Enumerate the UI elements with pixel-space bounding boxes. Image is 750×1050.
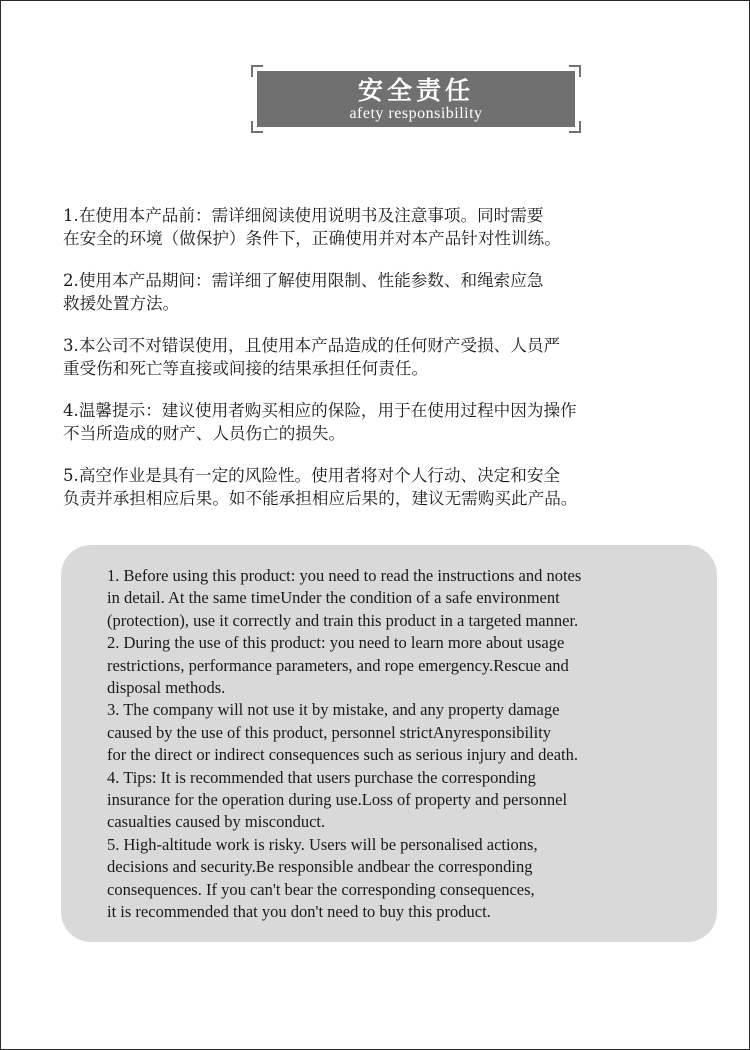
english-terms-text [107,565,707,924]
chinese-paragraph-3 [63,334,723,380]
english-line: caused by the use of this product, personnel strictAnyresponsibility [107,722,552,742]
english-line: insurance for the operation during use.Loss of property and personnel [107,790,568,810]
chinese-paragraph-4 [63,399,723,445]
paragraph-line: 重受伤和死亡等直接或间接的结果承担任何责任。 [63,359,429,378]
english-line: 4. Tips: It is recommended that users purchase the corresponding [107,767,536,787]
paragraph-line: 不当所造成的财产、人员伤亡的损失。 [63,424,346,443]
section-subtitle: afety responsibility [349,105,483,122]
english-line: restrictions, performance parameters, and rope emergency.Rescue and [107,655,569,675]
english-line: disposal methods. [107,678,226,698]
paragraph-line: 负责并承担相应后果。如不能承担相应后果的，建议无需购买此产品。 [63,489,578,508]
english-line: 3. The company will not use it by mistake, and any property damage [107,700,560,720]
paragraph-line: 5.高空作业是具有一定的风险性。使用者将对个人行动、决定和安全 [63,466,561,485]
english-terms-box [61,545,717,942]
chinese-paragraph-2 [63,269,723,315]
english-line: decisions and security.Be responsible andbear the corresponding [107,857,533,877]
chinese-paragraph-1 [63,204,723,250]
paragraph-line: 1.在使用本产品前：需详细阅读使用说明书及注意事项。同时需要 [63,206,544,225]
paragraph-line: 在安全的环境（做保护）条件下，正确使用并对本产品针对性训练。 [63,229,561,248]
section-title: 安全责任 [357,76,474,105]
english-line: 2. During the use of this product: you need to learn more about usage [107,633,565,653]
english-line: it is recommended that you don't need to buy this product. [107,902,491,922]
english-line: 5. High-altitude work is risky. Users will be personalised actions, [107,834,538,854]
chinese-paragraph-5 [63,464,723,510]
english-line: casualties caused by misconduct. [107,812,326,832]
section-header-banner [257,71,575,127]
english-line: for the direct or indirect consequences such as serious injury and death. [107,745,579,765]
english-line: 1. Before using this product: you need to read the instructions and notes [107,566,582,585]
corner-mark-top-right [569,65,581,77]
corner-mark-top-left [251,65,263,77]
english-line: in detail. At the same timeUnder the condition of a safe environment [107,588,560,608]
english-line: (protection), use it correctly and train this product in a targeted manner. [107,610,579,630]
paragraph-line: 3.本公司不对错误使用，且使用本产品造成的任何财产受损、人员严 [63,336,561,355]
chinese-terms [63,204,723,529]
paragraph-line: 4.温馨提示：建议使用者购买相应的保险，用于在使用过程中因为操作 [63,401,577,420]
english-line: consequences. If you can't bear the corresponding consequences, [107,879,535,899]
paragraph-line: 救援处置方法。 [63,294,180,313]
paragraph-line: 2.使用本产品期间：需详细了解使用限制、性能参数、和绳索应急 [63,271,544,290]
